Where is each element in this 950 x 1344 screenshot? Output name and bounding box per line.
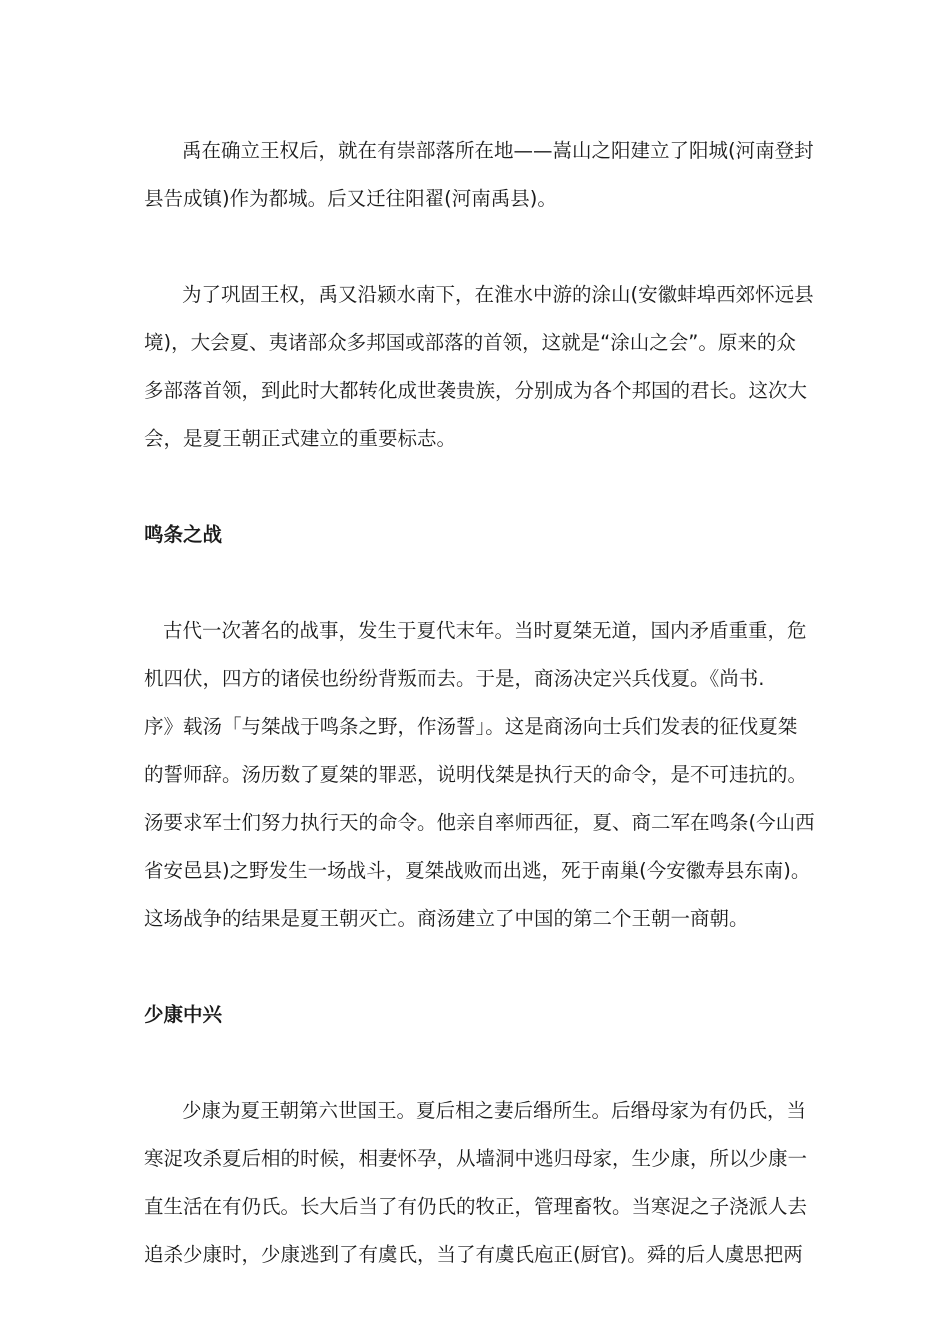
text-line: 机四伏，四方的诸侯也纷纷背叛而去。于是，商汤决定兴兵伐夏。《尚书. (144, 667, 765, 690)
paragraph-mingtiao-battle (144, 607, 815, 943)
text-line: 禹在确立王权后，就在有崇部落所在地——嵩山之阳建立了阳城(河南登封 (182, 139, 814, 162)
section-heading-shaokang: 少康中兴 (144, 1003, 223, 1026)
text-line: 为了巩固王权，禹又沿颍水南下，在淮水中游的涂山(安徽蚌埠西郊怀远县 (182, 283, 814, 306)
text-line: 古代一次著名的战事，发生于夏代末年。当时夏桀无道，国内矛盾重重，危 (163, 619, 807, 642)
text-line: 会，是夏王朝正式建立的重要标志。 (144, 427, 457, 450)
text-line: 省安邑县)之野发生一场战斗，夏桀战败而出逃，死于南巢(今安徽寿县东南)。 (144, 859, 811, 882)
text-line: 追杀少康时，少康逃到了有虞氏，当了有虞氏庖正(厨官)。舜的后人虞思把两 (144, 1243, 803, 1266)
paragraph-tushan-meeting (144, 271, 814, 463)
text-line: 直生活在有仍氏。长大后当了有仍氏的牧正，管理畜牧。当寒浞之子浇派人去 (144, 1195, 808, 1218)
text-line: 县告成镇)作为都城。后又迁往阳翟(河南禹县)。 (144, 187, 557, 210)
paragraph-shaokang (144, 1087, 809, 1279)
text-line: 境)，大会夏、夷诸部众多邦国或部落的首领，这就是“涂山之会”。原来的众 (144, 331, 796, 354)
text-line: 寒浞攻杀夏后相的时候，相妻怀孕，从墙洞中逃归母家，生少康，所以少康一 (144, 1147, 808, 1170)
document-body (144, 127, 815, 1279)
text-line: 序》载汤「与桀战于鸣条之野，作汤誓」。这是商汤向士兵们发表的征伐夏桀 (144, 715, 798, 738)
text-line: 这场战争的结果是夏王朝灭亡。商汤建立了中国的第二个王朝一商朝。 (144, 907, 749, 930)
text-line: 多部落首领，到此时大都转化成世袭贵族，分别成为各个邦国的君长。这次大 (144, 379, 808, 402)
section-heading-mingtiao: 鸣条之战 (144, 523, 223, 546)
text-line: 少康为夏王朝第六世国王。夏后相之妻后缗所生。后缗母家为有仍氏，当 (182, 1099, 807, 1122)
text-line: 的誓师辞。汤历数了夏桀的罪恶，说明伐桀是执行天的命令，是不可违抗的。 (144, 763, 808, 786)
paragraph-yu-capital (144, 127, 814, 223)
text-line: 汤要求军士们努力执行天的命令。他亲自率师西征，夏、商二军在鸣条(今山西 (144, 811, 815, 834)
